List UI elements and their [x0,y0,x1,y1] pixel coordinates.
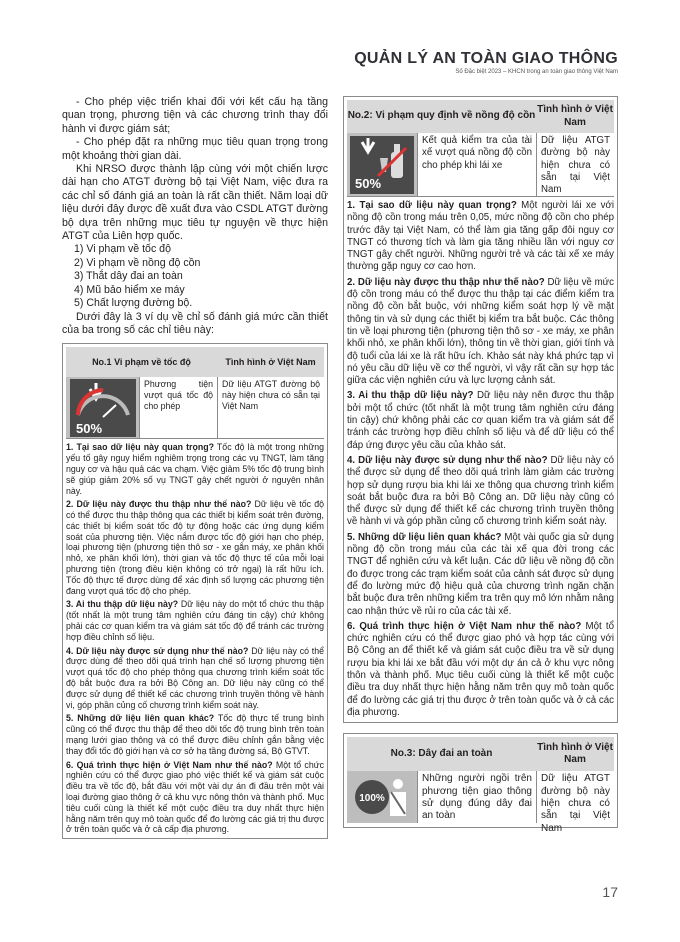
icon-percent-label: 50% [75,420,102,436]
box-status: Dữ liệu ATGT đường bộ này hiện chưa có sẵn tại Việt Nam [536,133,614,196]
box-header [66,347,324,377]
list-item: 3) Thắt dây đai an toàn [74,270,183,283]
box-status-header: Tình hình ở Việt Nam [537,104,613,128]
qa-item: 1. Tại sao dữ liệu này quan trọng? Một người lái xe với nồng độ cồn trong máu trên 0,05, mức nồng độ cồn cho phép trước đây tại Việt Nam, có thể làm gia tăng gấp đôi nguy cơ TNGT có thương tích và làm gia tăng nhiều lần với nguy cơ TNGT gây chết người. Những người trẻ và các tài xế xe máy thường gặp nguy cơ cao hơn. [347,200,614,273]
icon-percent-label: 100% [359,793,385,805]
box-header [347,100,614,133]
running-header-subtitle: Số Đặc biệt 2023 – KHCN trong an toàn giao thông Việt Nam [455,69,618,75]
qa-item: 2. Dữ liệu này được thu thập như thế nào? Dữ liệu về tốc độ có thể được thu thập thông qua các thiết bị kiểm soát trên đường, các thiết bị kiểm soát tốc độ tự động hoặc các ứng dụng kiểm soát của phương tiện. Việc nắm được tốc độ giới hạn cho phép, loại phương tiện (phương tiện thô sơ - xe gắn máy, xe phân khối nhỏ, xe phân khối lớn), thời gian và tốc độ thực tế của mỗi loại phương tiện (trong điều kiện không có trở ngại) là rất hữu ích. Tốc độ thực tế được dùng để xác định số lượng các phương tiện đang vượt quá tốc độ cho phép. [66,499,324,596]
box-qa [66,442,324,835]
qa-item: 6. Quá trình thực hiện ở Việt Nam như thế nào? Một tổ chức nghiên cứu có thể được giao phó và hợp tác cùng với Bộ Công an để thiết kế và giám sát cuộc điều tra về sử dụng rượu bia khi lái xe bắt đầu với một dự án cả ở khu vực nông thôn và thành phố. Mục tiêu cuối cùng là thiết kế một cuộc điều tra duy nhất thực hiện hằng năm trên quy mô toàn quốc để đo lường các giá trị thu được ở trên toàn quốc và ở cả các địa phương. [347,620,614,718]
body-paragraph: - Cho phép việc triển khai đối với kết cấu hạ tầng quan trọng, phương tiện và các chương trình thay đổi hành vi được giám sát; [62,96,328,135]
left-column [62,96,328,839]
list-item: 1) Vi phạm về tốc độ [74,243,171,256]
indicator-list [62,243,328,310]
box-summary-row [347,133,614,197]
seatbelt-icon [347,771,417,823]
icon-percent-label: 50% [355,175,382,191]
box-description: Những người ngồi trên phương tiện giao thông sử dụng đúng dây đai an toàn [417,771,536,823]
qa-item: 4. Dữ liệu này được sử dụng như thế nào? Dữ liệu này có thể được sử dụng để theo dõi quá trình làm giảm các trường hợp sử dụng rượu bia khi lái xe thông qua chương trình kiểm soát bắt buộc đưa ra bởi Bộ Công an. Dữ liệu này cũng có thể được sử dụng để thiết kế các chương trình truyền thông về hành vi và góp phần củng cố chương trình kiểm soát này. [347,454,614,528]
box-description: Phương tiện vượt quá tốc độ cho phép [139,377,217,438]
qa-item: 2. Dữ liệu này được thu thập như thế nào? Dữ liệu về mức độ cồn trong máu có thể được thu thập tại các điểm kiểm tra nồng độ cồn bắt buộc, với những kiểm soát hợp lý về mặt thông tin và sử dụng các thiết bị kiểm tra bắt buộc. Các thông tin về loại phương tiện (phương tiện thô sơ - xe máy, xe phân khối nhỏ, xe phân khối lớn), thông tin về thời gian, giới tính và độ tuổi của lái xe là rất hữu ích. Khảo sát này khá phức tạp vì nó yêu cầu dữ liệu về cơ thể người, vì vậy rất cần sự hợp tác giữa các viện nghiên cứu và lực lượng cảnh sát. [347,276,614,387]
box-summary-row [66,377,324,439]
indicator-box-seatbelt [343,733,618,834]
list-item: 4) Mũ bảo hiểm xe máy [74,283,185,296]
box-header [347,737,614,771]
box-qa [347,200,614,719]
box-status: Dữ liệu ATGT đường bộ này hiện chưa có sẵn tại Việt Nam [536,771,614,823]
right-column [343,96,618,834]
box-title: No.1 Vi phạm về tốc độ [92,356,191,367]
indicator-box-alcohol [343,96,618,723]
box-title: No.3: Dây đai an toàn [390,747,493,759]
list-item: 2) Vi phạm về nồng độ cồn [74,256,201,269]
alcohol-bottle-icon [347,133,417,196]
qa-item: 1. Tại sao dữ liệu này quan trọng? Tốc độ là một trong những yếu tố gây nguy hiểm nghiêm trọng trong các vụ TNGT, làm tăng nguy cơ và hậu quả các va chạm. Việc giảm 5% tốc độ trung bình sẽ giúp giảm 20% số vụ TNGT gây chết người ở nguyên nhân này. [66,442,324,496]
qa-item: 5. Những dữ liệu liên quan khác? Tốc độ thực tế trung bình cũng có thể được thu thập để theo dõi tốc độ trung bình trên toàn mạng lưới giao thông và có thể được điều chỉnh gắn bằng việc thay đổi tốc độ giới hạn và cơ sở hạ tầng đường sá, Bộ GTVT. [66,713,324,756]
body-paragraph: Dưới đây là 3 ví dụ về chỉ số đánh giá mức cần thiết của ba trong số các chỉ tiêu này: [62,310,328,336]
qa-item: 3. Ai thu thập dữ liệu này? Dữ liệu này do một tổ chức thu thập (tốt nhất là một trung tâm nghiên cứu đáng tin cậy) chứ không phải các cơ quan kiểm tra và giám sát tốc độ để tránh các trường hợp điều chỉnh số liệu. [66,599,324,642]
box-status: Dữ liệu ATGT đường bộ này hiện chưa có sẵn tại Việt Nam [217,377,324,438]
body-paragraph: - Cho phép đặt ra những mục tiêu quan trọng trong một khoảng thời gian dài. [62,136,328,162]
box-title: No.2: Vi phạm quy định về nồng độ cồn [347,110,536,122]
qa-item: 3. Ai thu thập dữ liệu này? Dữ liệu này nên được thu thập bởi một tổ chức (tốt nhất là một trung tâm nghiên cứu đáng tin cậy) chứ không phải các cơ quan kiểm tra và giám sát để tránh các trường hợp điều chỉnh số liệu và để dữ liệu có thể đáp ứng được yêu cầu của khảo sát. [347,390,615,451]
page-number: 17 [602,884,618,900]
box-status-header: Tình hình ở Việt Nam [537,741,613,766]
body-paragraph: Khi NRSO được thành lập cùng với một chiến lược dài hạn cho ATGT đường bộ tại Việt Nam, việc đưa ra các chỉ số đánh giá an toàn là rất cần thiết. Năm loại dữ liệu dưới đây được đề xuất đưa vào CSDL ATGT đường bộ dựa trên những mục tiêu tự nguyện về thực hiện ATGT của Liên hợp quốc. [62,163,328,243]
indicator-box-speed [62,343,328,839]
qa-item: 4. Dữ liệu này được sử dụng như thế nào? Dữ liệu này có thể được dùng để theo dõi quá trình hạn chế số lượng phương tiện vượt quá tốc độ cho phép thông qua chương trình kiểm soát tốc độ bắt buộc đưa ra bởi Bộ Công an. Dữ liệu này cũng có thể được sử dụng để thiết kế các chương trình truyền thông về hành vi, góp phần củng cố chương trình kiểm soát này. [66,645,325,710]
box-description: Kết quả kiểm tra của tài xế vượt quá nồng độ cồn cho phép khi lái xe [417,133,536,196]
qa-item: 5. Những dữ liệu liên quan khác? Một vài quốc gia sử dụng nồng độ cồn trong máu của các tài xế qua đời trong các TNGT để nghiên cứu và kết luận. Các dữ liệu về nồng độ cồn đo được trong các trạm kiểm soát của cảnh sát được sử dụng để đo lường mức độ hiệu quả của chương trình ngăn chặn bắt buộc đưa trên những kiểm tra trên quy mô lớn nhằm nâng cao nhận thức về rủi ro của các tài xế. [347,531,614,617]
box-status-header: Tình hình ở Việt Nam [225,356,316,367]
list-item: 5) Chất lượng đường bộ. [74,297,193,310]
running-header-title: QUẢN LÝ AN TOÀN GIAO THÔNG [354,50,618,67]
speed-gauge-icon [66,377,139,438]
box-summary-row [347,771,614,834]
qa-item: 6. Quá trình thực hiện ở Việt Nam như thế nào? Một tổ chức nghiên cứu có thể được giao phó việc thiết kế và giám sát cuộc điều tra về tốc độ, bắt đầu với một vài dự án đi đầu trên một vài loại đường giao thông ở cả khu vực nông thôn và thành phố. Mục tiêu cuối cùng là thiết kế một cuộc điều tra duy nhất thực hiện hằng năm trên quy mô toàn quốc để đo lường các giá trị thu được ở trên toàn quốc và ở cả cấp địa phương. [66,759,324,835]
